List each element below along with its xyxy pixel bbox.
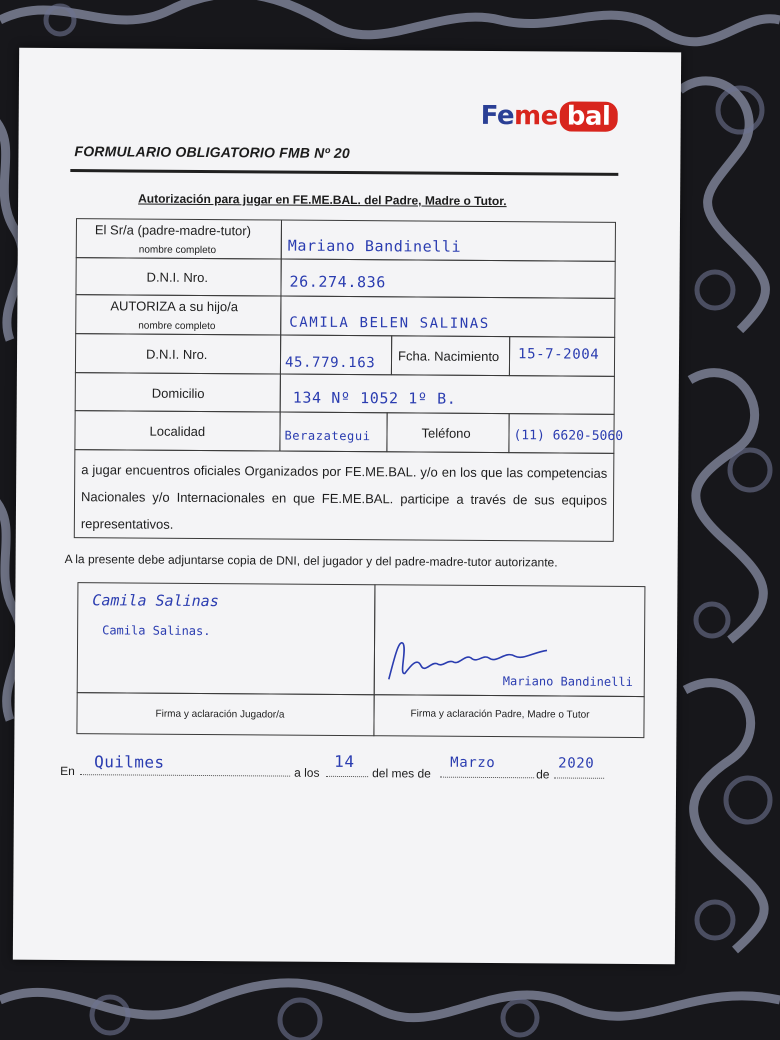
child-name-cell[interactable] [280, 296, 615, 338]
date-place-line [58, 751, 618, 790]
tutor-label: El Sr/a (padre-madre-tutor) [94, 222, 252, 239]
city[interactable]: Quilmes [94, 752, 165, 772]
child-dni: 45.779.163 [284, 354, 376, 372]
locality-cell[interactable] [279, 412, 387, 453]
player-clarification: Camila Salinas. [102, 623, 211, 639]
tutor-dni: 26.274.836 [289, 272, 386, 292]
birth-label-cell [391, 335, 510, 376]
phone-cell[interactable] [508, 413, 624, 454]
locality-label: Localidad [149, 423, 206, 440]
tutor-dni-label-cell [75, 257, 281, 296]
attachment-note: A la presente debe adjuntarse copia de DNI, del jugador y del padre-madre-tutor autorizante. [64, 552, 558, 570]
child-dni-cell[interactable] [280, 335, 392, 376]
en-label: En [60, 764, 75, 779]
address-label: Domicilio [151, 385, 205, 402]
player-caption: Firma y aclaración Jugador/a [155, 708, 285, 721]
phone-label: Teléfono [421, 425, 471, 441]
authorization-text: a jugar encuentros oficiales Organizados por FE.ME.BAL. y/o en los que las competencias Nacionales y/o Internacionales en que FE.ME.BAL. participe a través de sus equipos representativos. [80, 462, 608, 532]
title-divider [70, 169, 618, 176]
tutor-sublabel: nombre completo [138, 244, 217, 257]
tutor-name-cell[interactable] [281, 220, 616, 262]
phone: (11) 6620-5060 [513, 428, 624, 444]
locality: Berazategui [284, 428, 371, 444]
phone-label-cell [386, 412, 509, 453]
guardian-clarification: Mariano Bandinelli [502, 674, 633, 689]
player-caption-cell [76, 692, 374, 736]
del-mes-label: del mes de [372, 766, 431, 781]
guardian-signature-cell[interactable] [374, 584, 646, 697]
de-label: de [536, 767, 550, 782]
year[interactable]: 2020 [558, 755, 595, 772]
birth-date: 15-7-2004 [518, 346, 600, 363]
a-los-label: a los [294, 765, 320, 780]
form-subtitle: Autorización para jugar en FE.ME.BAL. del Padre, Madre o Tutor. [138, 191, 507, 209]
locality-label-cell [74, 410, 280, 451]
signature-table [76, 582, 645, 738]
child-dni-label-cell [75, 333, 281, 374]
address: 134 Nº 1052 1º B. [292, 388, 457, 408]
tutor-label-cell [76, 218, 282, 259]
form-title: FORMULARIO OBLIGATORIO FMB Nº 20 [74, 143, 350, 162]
address-label-cell [75, 372, 281, 412]
address-cell[interactable] [280, 374, 615, 415]
guardian-caption-cell [373, 694, 644, 738]
authorization-text-cell [74, 449, 615, 542]
authorization-table [74, 218, 624, 542]
tutor-dni-cell[interactable] [280, 259, 615, 299]
month[interactable]: Marzo [450, 754, 496, 772]
guardian-caption: Firma y aclaración Padre, Madre o Tutor [410, 708, 590, 721]
child-sublabel: nombre completo [138, 320, 216, 333]
authorizes-label: AUTORIZA a su hijo/a [110, 298, 239, 315]
player-signature: Camila Salinas [92, 591, 219, 611]
femebal-logo: Feme bal [481, 101, 618, 132]
birth-label: Fcha. Nacimiento [397, 348, 500, 365]
tutor-dni-label: D.N.I. Nro. [146, 269, 209, 286]
form-paper [13, 48, 681, 965]
child-dni-label: D.N.I. Nro. [146, 346, 208, 363]
child-label-cell [75, 294, 281, 335]
child-name: CAMILA BELEN SALINAS [289, 314, 490, 332]
birth-date-cell[interactable] [509, 336, 615, 377]
player-signature-cell[interactable] [77, 582, 376, 695]
day[interactable]: 14 [334, 751, 355, 772]
tutor-name: Mariano Bandinelli [287, 236, 462, 256]
